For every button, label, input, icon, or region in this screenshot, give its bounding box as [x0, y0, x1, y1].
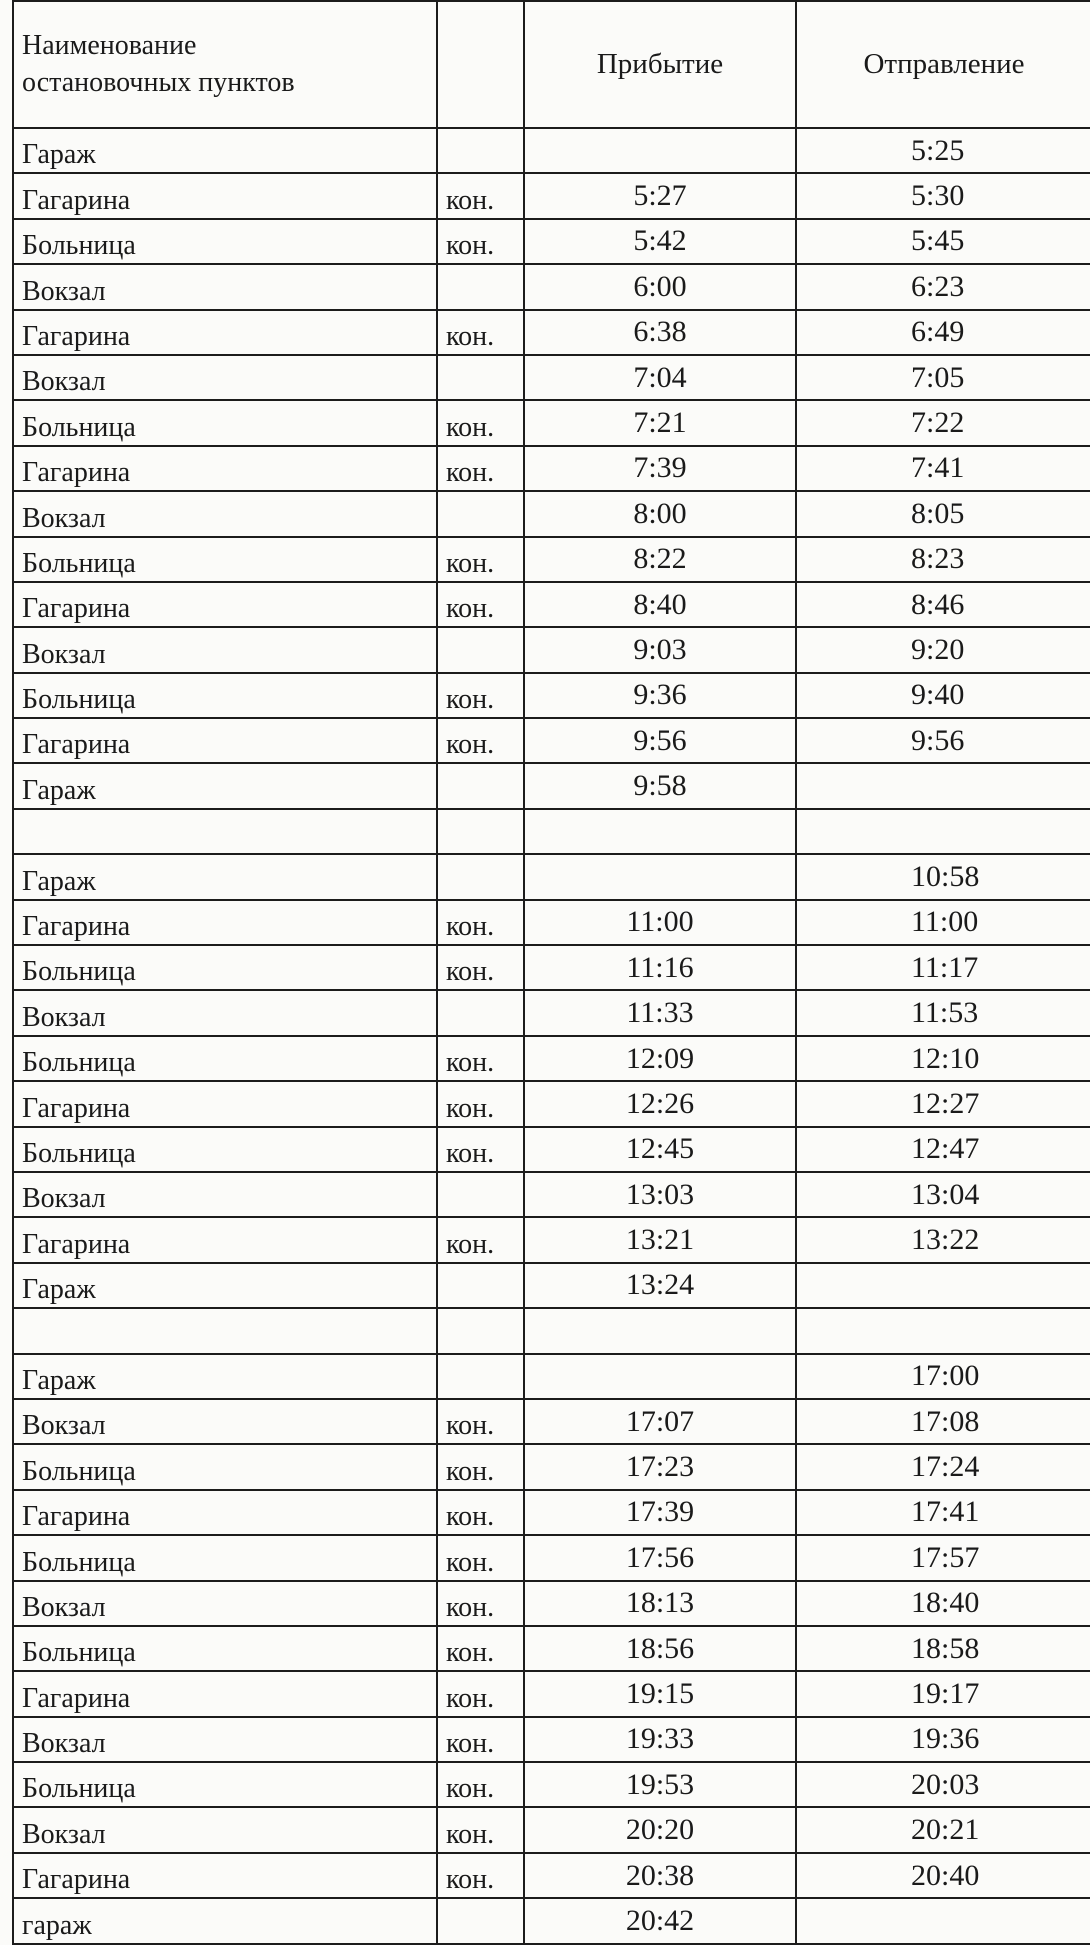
table-row: [13, 945, 1090, 990]
terminal-mark-cell: [437, 990, 524, 1035]
stop-name-cell: Гараж: [13, 128, 437, 173]
departure-time-cell: 11:00: [796, 900, 1090, 945]
table-row: [13, 400, 1090, 445]
departure-time-cell: 5:30: [796, 173, 1090, 218]
arrival-time-cell: 17:23: [524, 1444, 796, 1489]
arrival-time-cell: [524, 809, 796, 854]
stop-name-cell: Больница: [13, 1127, 437, 1172]
departure-time-cell: 5:45: [796, 219, 1090, 264]
table-row: [13, 1217, 1090, 1262]
terminal-mark-cell: кон.: [437, 1127, 524, 1172]
table-row: [13, 990, 1090, 1035]
stop-name-cell: Гагарина: [13, 1490, 437, 1535]
departure-time-cell: 8:23: [796, 537, 1090, 582]
stop-name-cell: Гагарина: [13, 1217, 437, 1262]
departure-time-cell: 7:22: [796, 400, 1090, 445]
table-row: [13, 219, 1090, 264]
stop-name-cell: Гагарина: [13, 1853, 437, 1898]
arrival-time-cell: [524, 854, 796, 899]
stop-name-cell: Гараж: [13, 1263, 437, 1308]
arrival-time-cell: 13:24: [524, 1263, 796, 1308]
table-row: [13, 1898, 1090, 1943]
departure-time-cell: 18:58: [796, 1626, 1090, 1671]
stop-name-cell: Вокзал: [13, 1172, 437, 1217]
terminal-mark-cell: кон.: [437, 1535, 524, 1580]
departure-time-cell: 12:10: [796, 1036, 1090, 1081]
header-stop-name-line2: остановочных пунктов: [22, 66, 295, 98]
arrival-time-cell: 11:33: [524, 990, 796, 1035]
departure-time-cell: 6:23: [796, 264, 1090, 309]
stop-name-cell: [13, 809, 437, 854]
arrival-time-cell: 9:03: [524, 627, 796, 672]
arrival-time-cell: [524, 1308, 796, 1353]
arrival-time-cell: 7:39: [524, 446, 796, 491]
arrival-time-cell: 12:45: [524, 1127, 796, 1172]
table-row: [13, 763, 1090, 808]
terminal-mark-cell: кон.: [437, 1581, 524, 1626]
terminal-mark-cell: [437, 128, 524, 173]
stop-name-cell: Больница: [13, 1535, 437, 1580]
table-row: [13, 900, 1090, 945]
arrival-time-cell: 11:16: [524, 945, 796, 990]
terminal-mark-cell: кон.: [437, 718, 524, 763]
terminal-mark-cell: кон.: [437, 400, 524, 445]
arrival-time-cell: 11:00: [524, 900, 796, 945]
table-row: [13, 537, 1090, 582]
table-row: [13, 491, 1090, 536]
stop-name-cell: Больница: [13, 673, 437, 718]
departure-time-cell: [796, 809, 1090, 854]
table-row: [13, 310, 1090, 355]
stop-name-cell: Гагарина: [13, 1671, 437, 1716]
terminal-mark-cell: кон.: [437, 1399, 524, 1444]
table-row: [13, 173, 1090, 218]
arrival-time-cell: 12:26: [524, 1081, 796, 1126]
arrival-time-cell: 20:42: [524, 1898, 796, 1943]
stop-name-cell: Гараж: [13, 854, 437, 899]
departure-time-cell: 9:56: [796, 718, 1090, 763]
table-header: [13, 1, 1090, 128]
departure-time-cell: 10:58: [796, 854, 1090, 899]
departure-time-cell: 7:05: [796, 355, 1090, 400]
stop-name-cell: Вокзал: [13, 1807, 437, 1852]
departure-time-cell: [796, 1308, 1090, 1353]
stop-name-cell: Гараж: [13, 763, 437, 808]
arrival-time-cell: 6:38: [524, 310, 796, 355]
header-mark: [437, 1, 524, 128]
arrival-time-cell: 8:00: [524, 491, 796, 536]
departure-time-cell: 20:21: [796, 1807, 1090, 1852]
table-row: [13, 673, 1090, 718]
table-row: [13, 355, 1090, 400]
arrival-time-cell: 17:07: [524, 1399, 796, 1444]
departure-time-cell: [796, 1898, 1090, 1943]
arrival-time-cell: [524, 128, 796, 173]
stop-name-cell: Больница: [13, 945, 437, 990]
terminal-mark-cell: [437, 854, 524, 899]
terminal-mark-cell: [437, 1898, 524, 1943]
table-row: [13, 1853, 1090, 1898]
departure-time-cell: 19:36: [796, 1717, 1090, 1762]
terminal-mark-cell: [437, 1308, 524, 1353]
terminal-mark-cell: кон.: [437, 173, 524, 218]
departure-time-cell: 17:41: [796, 1490, 1090, 1535]
terminal-mark-cell: [437, 264, 524, 309]
departure-time-cell: 17:08: [796, 1399, 1090, 1444]
arrival-time-cell: 20:20: [524, 1807, 796, 1852]
terminal-mark-cell: [437, 355, 524, 400]
departure-time-cell: 7:41: [796, 446, 1090, 491]
departure-time-cell: 9:20: [796, 627, 1090, 672]
arrival-time-cell: 7:21: [524, 400, 796, 445]
stop-name-cell: Гагарина: [13, 310, 437, 355]
departure-time-cell: 11:53: [796, 990, 1090, 1035]
table-row: [13, 1444, 1090, 1489]
stop-name-cell: Гагарина: [13, 900, 437, 945]
stop-name-cell: Гагарина: [13, 1081, 437, 1126]
table-row: [13, 446, 1090, 491]
terminal-mark-cell: [437, 763, 524, 808]
departure-time-cell: 20:03: [796, 1762, 1090, 1807]
terminal-mark-cell: кон.: [437, 582, 524, 627]
stop-name-cell: Вокзал: [13, 1717, 437, 1762]
table-row: [13, 128, 1090, 173]
stop-name-cell: Гагарина: [13, 582, 437, 627]
arrival-time-cell: 19:33: [524, 1717, 796, 1762]
departure-time-cell: 18:40: [796, 1581, 1090, 1626]
terminal-mark-cell: [437, 1354, 524, 1399]
terminal-mark-cell: кон.: [437, 1626, 524, 1671]
terminal-mark-cell: кон.: [437, 1490, 524, 1535]
departure-time-cell: 11:17: [796, 945, 1090, 990]
stop-name-cell: Гагарина: [13, 446, 437, 491]
stop-name-cell: Вокзал: [13, 1399, 437, 1444]
stop-name-cell: [13, 1308, 437, 1353]
terminal-mark-cell: кон.: [437, 219, 524, 264]
table-row: [13, 1172, 1090, 1217]
arrival-time-cell: 5:27: [524, 173, 796, 218]
terminal-mark-cell: кон.: [437, 1762, 524, 1807]
table-row: [13, 809, 1090, 854]
departure-time-cell: 12:47: [796, 1127, 1090, 1172]
terminal-mark-cell: кон.: [437, 446, 524, 491]
arrival-time-cell: 18:56: [524, 1626, 796, 1671]
departure-time-cell: 17:00: [796, 1354, 1090, 1399]
table-row: [13, 627, 1090, 672]
table-row: [13, 1263, 1090, 1308]
arrival-time-cell: 9:58: [524, 763, 796, 808]
table-row: [13, 1671, 1090, 1716]
table-row: [13, 854, 1090, 899]
table-row: [13, 1762, 1090, 1807]
arrival-time-cell: 18:13: [524, 1581, 796, 1626]
stop-name-cell: Больница: [13, 537, 437, 582]
stop-name-cell: Больница: [13, 1036, 437, 1081]
departure-time-cell: 20:40: [796, 1853, 1090, 1898]
arrival-time-cell: 12:09: [524, 1036, 796, 1081]
table-row: [13, 1717, 1090, 1762]
table-row: [13, 1490, 1090, 1535]
departure-time-cell: 6:49: [796, 310, 1090, 355]
arrival-time-cell: 20:38: [524, 1853, 796, 1898]
stop-name-cell: Вокзал: [13, 1581, 437, 1626]
stop-name-cell: Гараж: [13, 1354, 437, 1399]
terminal-mark-cell: кон.: [437, 1081, 524, 1126]
stop-name-cell: Гагарина: [13, 718, 437, 763]
header-row: [13, 1, 1090, 128]
departure-time-cell: [796, 1263, 1090, 1308]
table-row: [13, 1354, 1090, 1399]
stop-name-cell: Больница: [13, 1762, 437, 1807]
arrival-time-cell: 5:42: [524, 219, 796, 264]
terminal-mark-cell: кон.: [437, 673, 524, 718]
table-row: [13, 1399, 1090, 1444]
table-row: [13, 1127, 1090, 1172]
departure-time-cell: 9:40: [796, 673, 1090, 718]
terminal-mark-cell: кон.: [437, 1671, 524, 1716]
terminal-mark-cell: [437, 1263, 524, 1308]
departure-time-cell: 19:17: [796, 1671, 1090, 1716]
departure-time-cell: 5:25: [796, 128, 1090, 173]
arrival-time-cell: 13:21: [524, 1217, 796, 1262]
arrival-time-cell: 7:04: [524, 355, 796, 400]
terminal-mark-cell: кон.: [437, 537, 524, 582]
stop-name-cell: Вокзал: [13, 627, 437, 672]
arrival-time-cell: 8:40: [524, 582, 796, 627]
terminal-mark-cell: [437, 627, 524, 672]
table-row: [13, 1535, 1090, 1580]
terminal-mark-cell: [437, 491, 524, 536]
terminal-mark-cell: кон.: [437, 1807, 524, 1852]
bus-schedule-table: [12, 0, 1090, 1945]
arrival-time-cell: 9:36: [524, 673, 796, 718]
arrival-time-cell: [524, 1354, 796, 1399]
departure-time-cell: 8:46: [796, 582, 1090, 627]
table-row: [13, 582, 1090, 627]
stop-name-cell: Вокзал: [13, 264, 437, 309]
arrival-time-cell: 17:39: [524, 1490, 796, 1535]
stop-name-cell: Больница: [13, 400, 437, 445]
arrival-time-cell: 19:53: [524, 1762, 796, 1807]
table-row: [13, 718, 1090, 763]
stop-name-cell: Гагарина: [13, 173, 437, 218]
arrival-time-cell: 6:00: [524, 264, 796, 309]
terminal-mark-cell: [437, 1172, 524, 1217]
departure-time-cell: [796, 763, 1090, 808]
arrival-time-cell: 9:56: [524, 718, 796, 763]
departure-time-cell: 13:22: [796, 1217, 1090, 1262]
departure-time-cell: 12:27: [796, 1081, 1090, 1126]
departure-time-cell: 17:57: [796, 1535, 1090, 1580]
terminal-mark-cell: кон.: [437, 310, 524, 355]
departure-time-cell: 17:24: [796, 1444, 1090, 1489]
departure-time-cell: 13:04: [796, 1172, 1090, 1217]
header-stop-name: [13, 1, 437, 128]
terminal-mark-cell: кон.: [437, 1853, 524, 1898]
header-stop-name-line1: Наименование: [22, 30, 197, 62]
terminal-mark-cell: кон.: [437, 1036, 524, 1081]
table-row: [13, 1807, 1090, 1852]
table-row: [13, 1081, 1090, 1126]
terminal-mark-cell: кон.: [437, 900, 524, 945]
stop-name-cell: Больница: [13, 219, 437, 264]
arrival-time-cell: 8:22: [524, 537, 796, 582]
table-row: [13, 264, 1090, 309]
table-row: [13, 1036, 1090, 1081]
departure-time-cell: 8:05: [796, 491, 1090, 536]
header-departure: Отправление: [796, 1, 1090, 128]
terminal-mark-cell: кон.: [437, 1717, 524, 1762]
stop-name-cell: гараж: [13, 1898, 437, 1943]
terminal-mark-cell: кон.: [437, 1217, 524, 1262]
terminal-mark-cell: [437, 809, 524, 854]
terminal-mark-cell: кон.: [437, 945, 524, 990]
stop-name-cell: Вокзал: [13, 491, 437, 536]
table-body: [13, 128, 1090, 1944]
arrival-time-cell: 13:03: [524, 1172, 796, 1217]
arrival-time-cell: 19:15: [524, 1671, 796, 1716]
table-row: [13, 1581, 1090, 1626]
table-row: [13, 1626, 1090, 1671]
terminal-mark-cell: кон.: [437, 1444, 524, 1489]
header-arrival: Прибытие: [524, 1, 796, 128]
table-row: [13, 1308, 1090, 1353]
stop-name-cell: Вокзал: [13, 990, 437, 1035]
stop-name-cell: Вокзал: [13, 355, 437, 400]
stop-name-cell: Больница: [13, 1626, 437, 1671]
arrival-time-cell: 17:56: [524, 1535, 796, 1580]
stop-name-cell: Больница: [13, 1444, 437, 1489]
